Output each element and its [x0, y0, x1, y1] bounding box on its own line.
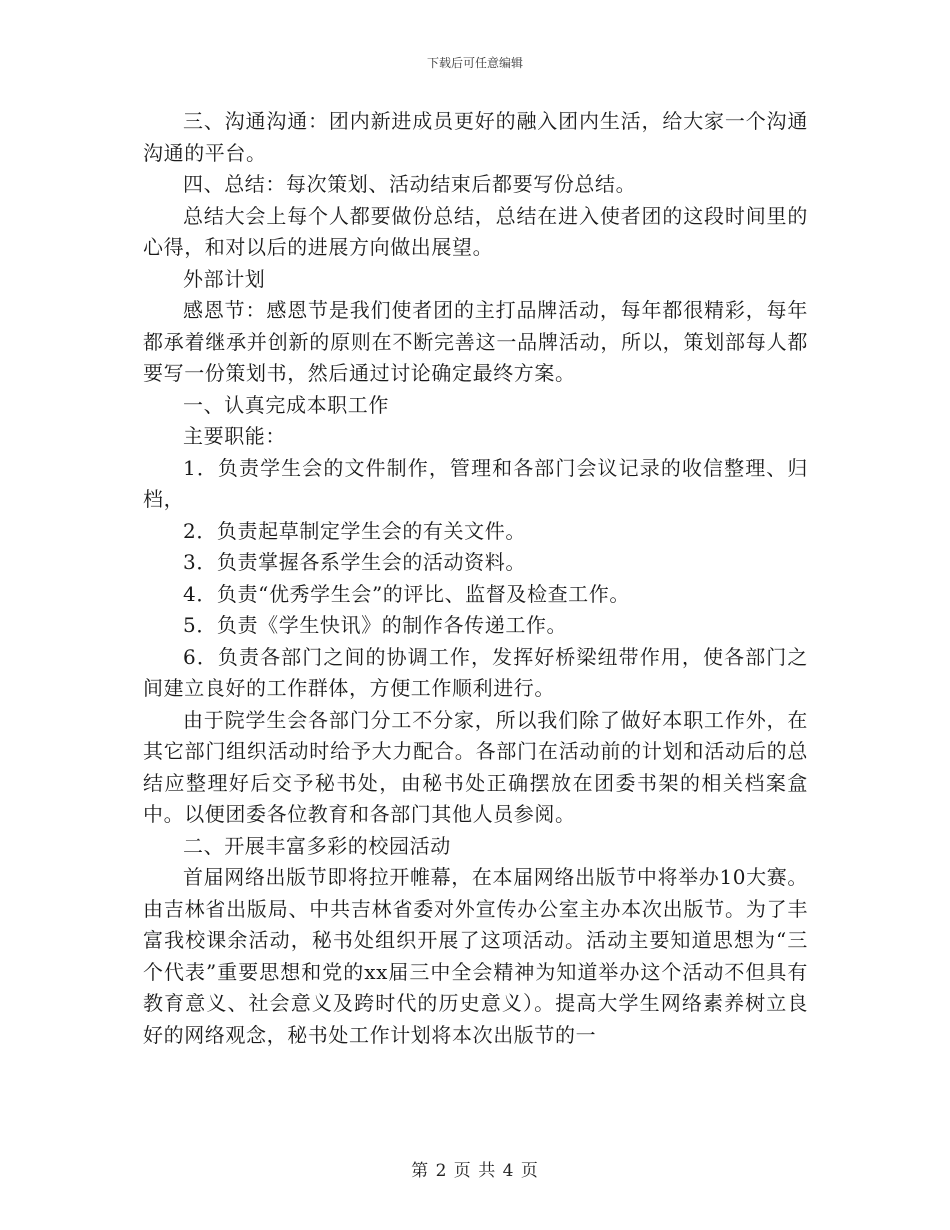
list-item: 2．负责起草制定学生会的有关文件。 — [183, 518, 526, 543]
page-header: 下载后可任意编辑 — [426, 56, 523, 70]
list-item: 5．负责《学生快讯》的制作各传递工作。 — [183, 613, 568, 637]
list-item: 3．负责掌握各系学生会的活动资料。 — [183, 550, 526, 574]
list-item: 6．负责各部门之间的协调工作，发挥好桥梁纽带作用，使各部门之间建立良好的工作群体，方便工作顺利进行。 — [143, 644, 808, 700]
paragraph: 首届网络出版节即将拉开帷幕，在本届网络出版节中将举办10大赛。由吉林省出版局、中共吉林省委对外宣传办公室主办本次出版节。为了丰富我校课余活动，秘书处组织开展了这项活动。活动主要知道思想为“三个代表”重要思想和党的xx届三中全会精神为知道举办这个活动不但具有教育意义、社会意义及跨时代的历史意义）。提高大学生网络素养树立良好的网络观念，秘书处工作计划将本次出版节的一 — [143, 865, 808, 1047]
paragraph: 主要职能： — [183, 424, 286, 448]
list-item: 1．负责学生会的文件制作，管理和各部门会议记录的收信整理、归档， — [143, 455, 808, 511]
paragraph: 感恩节：感恩节是我们使者团的主打品牌活动，每年都很精彩，每年都承着继承并创新的原则在不断完善这一品牌活动，所以，策划部每人都要写一份策划书，然后通过讨论确定最终方案。 — [143, 298, 808, 385]
section-heading: 二、开展丰富多彩的校园活动 — [183, 833, 451, 858]
section-heading: 一、认真完成本职工作 — [183, 392, 389, 417]
document-body — [143, 106, 808, 1051]
paragraph: 由于院学生会各部门分工不分家，所以我们除了做好本职工作外，在其它部门组织活动时给予大力配合。各部门在活动前的计划和活动后的总结应整理好后交予秘书处，由秘书处正确摆放在团委书架的相关档案盒中。以便团委各位教育和各部门其他人员参阅。 — [143, 707, 808, 826]
list-item: 4．负责“优秀学生会”的评比、监督及检查工作。 — [183, 581, 630, 606]
page-number: 第 2 页 共 4 页 — [411, 1161, 539, 1181]
section-heading: 外部计划 — [183, 266, 266, 291]
paragraph: 总结大会上每个人都要做份总结，总结在进入使者团的这段时间里的心得，和对以后的进展方向做出展望。 — [143, 203, 808, 259]
paragraph: 三、沟通沟通：团内新进成员更好的融入团内生活，给大家一个沟通沟通的平台。 — [143, 109, 808, 165]
paragraph: 四、总结：每次策划、活动结束后都要写份总结。 — [183, 172, 637, 196]
